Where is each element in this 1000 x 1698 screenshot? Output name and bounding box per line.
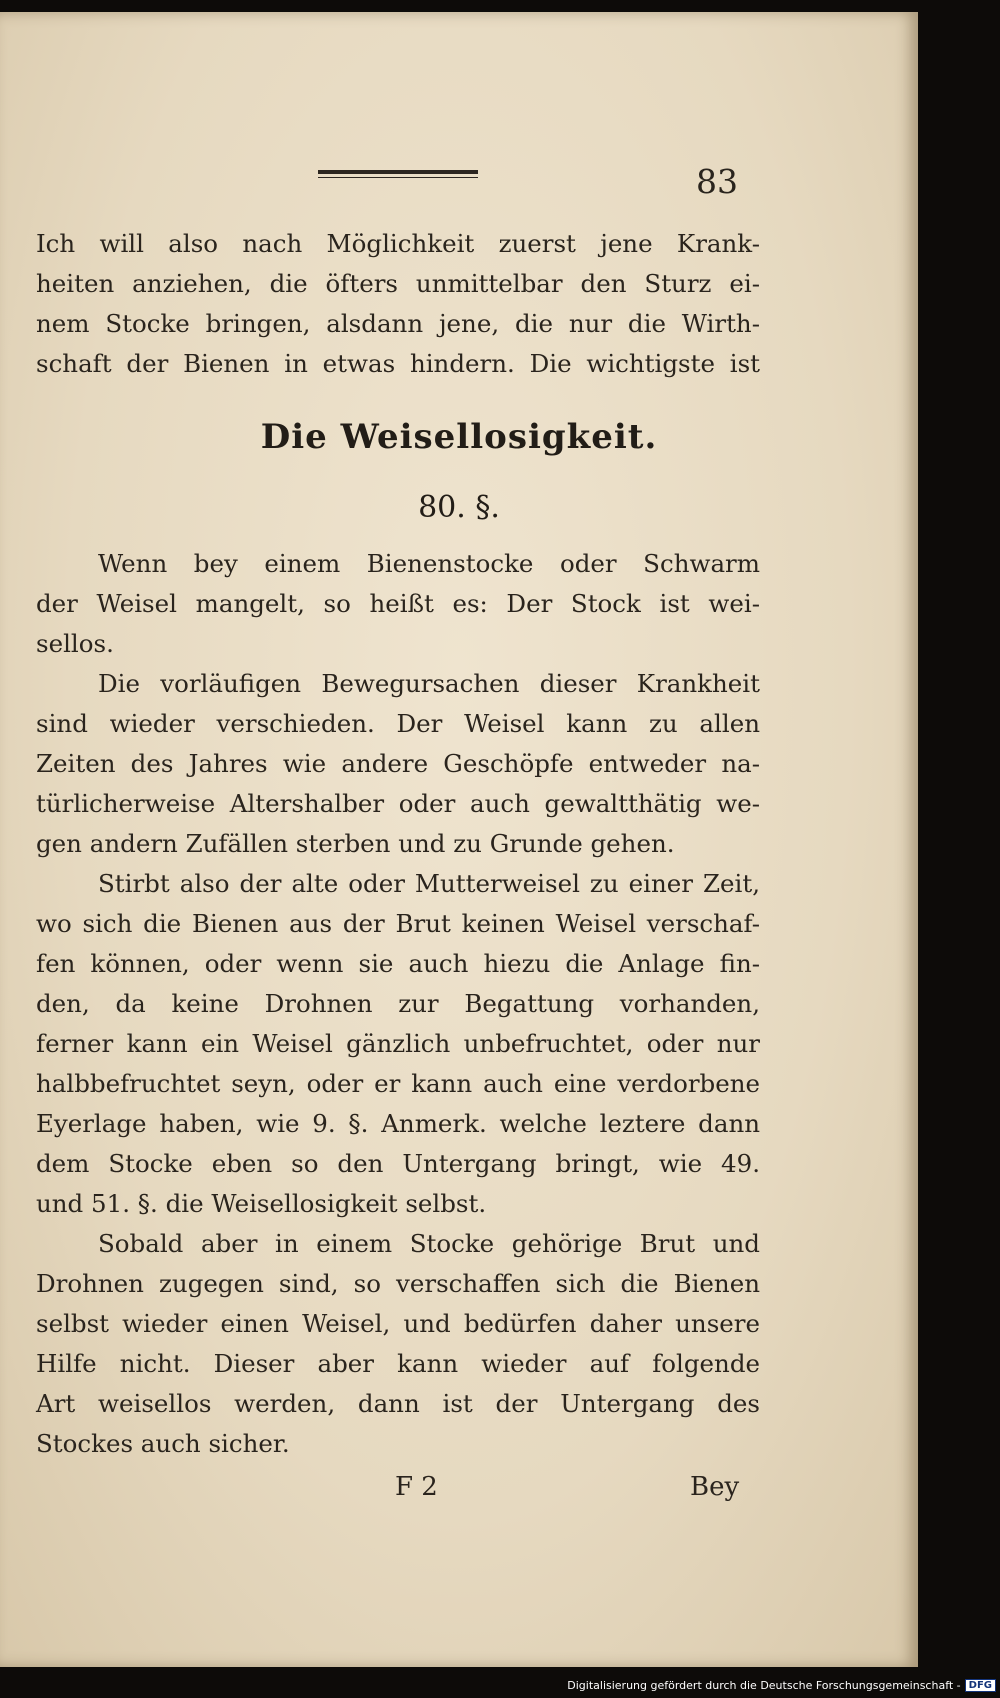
text-line: halbbefruchtet seyn, oder er kann auch eine verdorbene: [36, 1069, 760, 1098]
text-line: und 51. §. die Weisellosigkeit selbst.: [36, 1189, 487, 1218]
funding-text: Digitalisierung gefördert durch die Deutsche Forschungsgemeinschaft -: [567, 1679, 961, 1692]
paragraph-label: 80. §.: [418, 490, 500, 525]
text-line: sellos.: [36, 629, 114, 658]
text-line: Wenn bey einem Bienenstocke oder Schwarm: [98, 549, 760, 578]
text-line: Sobald aber in einem Stocke gehörige Brut und: [98, 1229, 760, 1258]
section-title: Die Weisellosigkeit.: [260, 417, 658, 457]
text-line: nem Stocke bringen, alsdann jene, die nur die Wirth-: [36, 309, 760, 338]
catchword: Bey: [690, 1472, 740, 1502]
text-line: wo sich die Bienen aus der Brut keinen Weisel verschaf-: [36, 909, 760, 938]
text-line: schaft der Bienen in etwas hindern. Die wichtigste ist: [36, 349, 760, 378]
text-line: ferner kann ein Weisel gänzlich unbefruchtet, oder nur: [36, 1029, 760, 1058]
paragraph-3: [36, 864, 760, 1224]
text-line: dem Stocke eben so den Untergang bringt, wie 49.: [36, 1149, 760, 1178]
text-line: Eyerlage haben, wie 9. §. Anmerk. welche leztere dann: [36, 1109, 760, 1138]
dfg-logo: DFG: [965, 1679, 996, 1692]
text-line: den, da keine Drohnen zur Begattung vorhanden,: [36, 989, 760, 1018]
text-line: Drohnen zugegen sind, so verschaffen sich die Bienen: [36, 1269, 760, 1298]
text-line: der Weisel mangelt, so heißt es: Der Stock ist wei-: [36, 589, 760, 618]
intro-paragraph: [36, 224, 760, 384]
paragraph-1: [36, 544, 760, 664]
text-line: Stockes auch sicher.: [36, 1429, 290, 1458]
text-line: selbst wieder einen Weisel, und bedürfen daher unsere: [36, 1309, 760, 1338]
book-page: [0, 12, 918, 1667]
funding-footer: [567, 1679, 996, 1692]
text-line: gen andern Zufällen sterben und zu Grunde gehen.: [36, 829, 675, 858]
text-line: Art weisellos werden, dann ist der Untergang des: [36, 1389, 760, 1418]
text-line: Zeiten des Jahres wie andere Geschöpfe entweder na-: [36, 749, 760, 778]
text-line: Die vorläufigen Bewegursachen dieser Krankheit: [98, 669, 760, 698]
text-line: Ich will also nach Möglichkeit zuerst jene Krank-: [36, 229, 760, 258]
text-line: sind wieder verschieden. Der Weisel kann zu allen: [36, 709, 760, 738]
text-line: Stirbt also der alte oder Mutterweisel zu einer Zeit,: [98, 869, 760, 898]
text-line: Hilfe nicht. Dieser aber kann wieder auf folgende: [36, 1349, 760, 1378]
paragraph-4: [36, 1224, 760, 1464]
text-line: heiten anziehen, die öfters unmittelbar den Sturz ei-: [36, 269, 760, 298]
text-line: türlicherweise Altershalber oder auch gewaltthätig we-: [36, 789, 760, 818]
signature-mark: F 2: [395, 1472, 438, 1502]
header-rule: [318, 170, 478, 178]
paragraph-2: [36, 664, 760, 864]
text-line: fen können, oder wenn sie auch hiezu die Anlage fin-: [36, 949, 760, 978]
page-number: 83: [696, 162, 738, 201]
